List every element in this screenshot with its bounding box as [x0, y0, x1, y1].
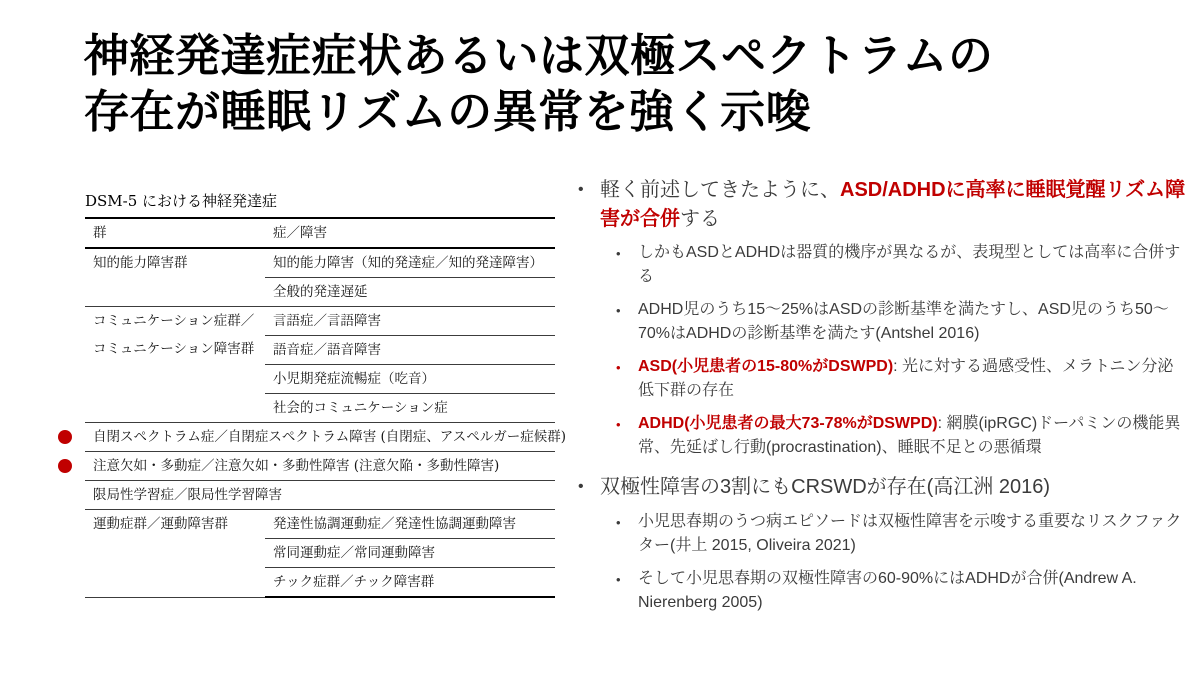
item-cell: 発達性協調運動症／発達性協調運動障害 [265, 510, 555, 539]
page-title [84, 28, 1164, 140]
bullet-text: そして小児思春期の双極性障害の60-90%にはADHDが合併(Andrew A. Nierenberg 2005) [638, 569, 1137, 611]
bullet-item-sub-5 [616, 510, 1188, 558]
item-cell: 全般的発達遅延 [265, 278, 555, 307]
group-cell-intellectual: 知的能力障害群 [85, 248, 265, 307]
table-row-adhd [85, 452, 555, 481]
table-caption: DSM-5 における神経発達症 [85, 192, 278, 210]
bullet-icon: • [616, 571, 621, 587]
bullet-text [600, 176, 1190, 233]
dsm5-table [85, 217, 567, 598]
bullet-text: ADHD児のうち15〜25%はASDの診断基準を満たすし、ASD児のうち50〜70%はADHDの診断基準を満たす(Antshel 2016) [638, 301, 1169, 343]
red-dot-icon [58, 430, 72, 444]
bullet-item-main-1 [578, 176, 1190, 233]
column-header-disorder: 症／障害 [265, 218, 555, 248]
bullet-item-main-2 [578, 473, 1190, 502]
sub3-red-highlight: ASD(小児患者の15-80%がDSWPD) [638, 358, 894, 376]
bullet-text [638, 412, 1188, 460]
bullet-text: 小児思春期のうつ病エピソードは双極性障害を示唆する重要なリスクファクター(井上 2015, Oliveira 2021) [638, 512, 1182, 554]
bullet-text: 双極性障害の3割にもCRSWDが存在(高江洲 2016) [600, 476, 1051, 499]
spanning-label: 注意欠如・多動症／注意欠如・多動性障害 (注意欠陥・多動性障害) [93, 458, 500, 474]
item-cell: チック症群／チック障害群 [265, 568, 555, 598]
bullet-icon: • [616, 303, 621, 319]
bullet-text: しかもASDとADHDは器質的機序が異なるが、表現型としては高率に合併する [638, 244, 1181, 286]
sub4-rest: : 網膜(ipRGC)ドーパミンの機能異常、先延ばし行動(procrastination)、睡眠不足との悪循環 [638, 415, 1181, 457]
sub3-rest: : 光に対する過感受性、メラトニン分泌低下群の存在 [638, 358, 1174, 400]
spanning-label: 限局性学習症／限局性学習障害 [93, 487, 282, 503]
bullet1-red-highlight: ASD/ADHDに高率に睡眠覚醒リズム障害が合併 [600, 179, 1186, 230]
bullet-icon: • [578, 181, 584, 198]
bullet-icon: • [616, 417, 621, 433]
table-row-asd [85, 423, 555, 452]
item-cell: 常同運動症／常同運動障害 [265, 539, 555, 568]
bullet1-pre: 軽く前述してきたように、 [600, 179, 840, 201]
table-row-sld [85, 481, 555, 510]
spanning-cell-adhd [85, 452, 555, 481]
bullet-item-sub-4 [616, 412, 1188, 460]
bullet-item-sub-6 [616, 567, 1188, 615]
table-row [85, 510, 555, 539]
group-cell-motor: 運動症群／運動障害群 [85, 510, 265, 598]
bullet-text [638, 355, 1188, 403]
item-cell: 小児期発症流暢症（吃音） [265, 365, 555, 394]
spanning-cell-asd [85, 423, 567, 452]
bullet-icon: • [616, 246, 621, 262]
item-cell: 言語症／言語障害 [265, 307, 555, 336]
item-cell: 社会的コミュニケーション症 [265, 394, 555, 423]
sub4-red-highlight: ADHD(小児患者の最大73-78%がDSWPD) [638, 415, 938, 433]
bullet-item-sub-2 [616, 298, 1188, 346]
page-title-line2: 存在が睡眠リズムの異常を強く示唆 [84, 84, 812, 138]
bullet-item-sub-1 [616, 241, 1188, 289]
bullet-item-sub-3 [616, 355, 1188, 403]
bullet-icon: • [616, 514, 621, 530]
page-title-line1: 神経発達症症状あるいは双極スペクトラムの [84, 29, 994, 82]
dsm5-table-section [85, 190, 567, 598]
bullet-list [578, 176, 1190, 624]
spanning-label: 自閉スペクトラム症／自閉症スペクトラム障害 (自閉症、アスペルガー症候群) [93, 429, 567, 445]
column-header-group: 群 [85, 218, 265, 248]
item-cell: 知的能力障害（知的発達症／知的発達障害） [265, 248, 555, 278]
table-header-row [85, 218, 555, 248]
table-row [85, 307, 555, 336]
red-dot-icon [58, 459, 72, 473]
bullet-icon: • [616, 360, 621, 376]
item-cell: 語音症／語音障害 [265, 336, 555, 365]
bullet1-post: する [680, 207, 720, 230]
spanning-cell-sld [85, 481, 555, 510]
group-cell-communication: コミュニケーション症群／コミュニケーション障害群 [85, 307, 265, 423]
table-row [85, 248, 555, 278]
bullet-icon: • [578, 478, 584, 496]
